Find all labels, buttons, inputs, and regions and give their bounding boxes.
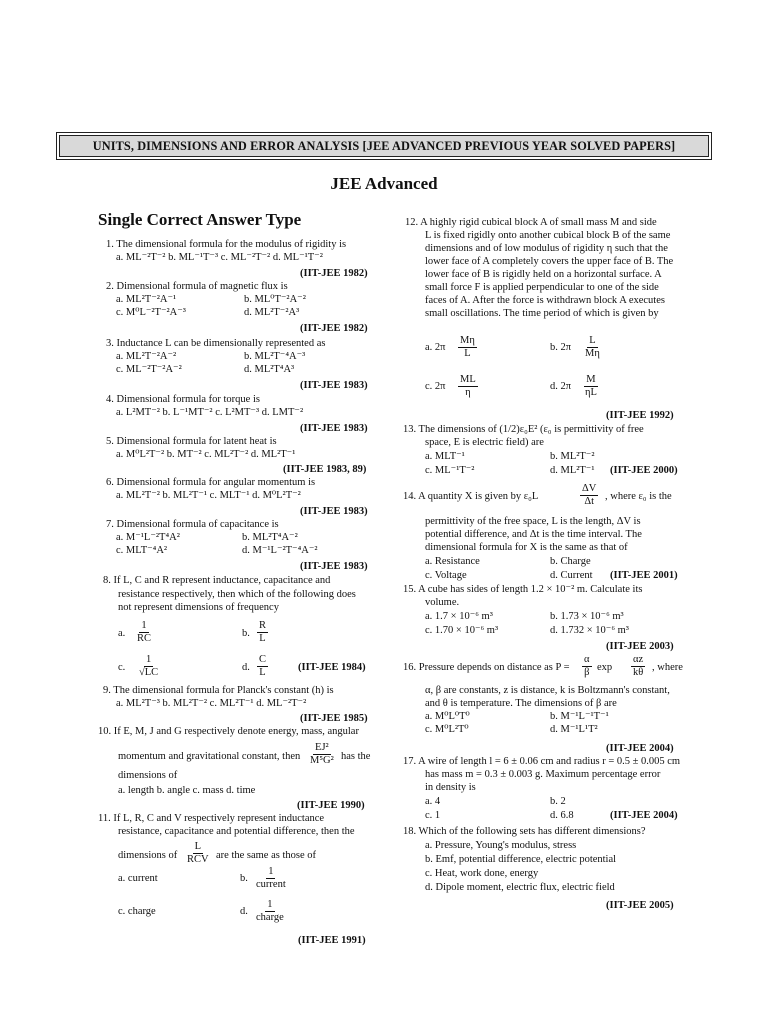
q9-options: a. ML²T⁻³ b. ML²T⁻² c. ML²T⁻¹ d. ML⁻²T⁻² [116,698,307,709]
q17-option-a: a. 4 [425,796,441,807]
q12-b-den: Mη [585,348,600,359]
q4-options: a. L²MT⁻² b. L⁻¹MT⁻² c. L²MT⁻³ d. LMT⁻² [116,407,304,418]
q11-den: RCV [187,854,209,865]
q7-stem: 7. Dimensional formula of capacitance is [106,519,279,530]
q18-source: (IIT-JEE 2005) [606,900,674,911]
q15-option-a: a. 1.7 × 10⁻⁶ m³ [425,611,493,622]
q2-source: (IIT-JEE 1982) [300,323,368,334]
q4-stem: 4. Dimensional formula for torque is [106,394,260,405]
q11-d-num: 1 [267,899,273,910]
q10-line1: 10. If E, M, J and G respectively denote energy, mass, angular [98,726,359,737]
q8-option-d-label: d. [242,662,250,673]
q11-line1: 11. If L, R, C and V respectively represent inductance [98,813,325,824]
q8-c-den: √LC [139,667,159,678]
q16-den2: kθ [633,667,644,678]
q12-c-den: η [465,387,471,398]
q17-line1: 17. A wire of length l = 6 ± 0.06 cm and radius r = 0.5 ± 0.005 cm [403,756,681,767]
q14-num: ΔV [582,483,597,494]
q11-option-c: c. charge [118,906,156,917]
q7-option-d: d. M⁻¹L⁻²T⁻⁴A⁻² [242,545,318,556]
q3-option-a: a. ML²T⁻²A⁻² [116,351,177,362]
q8-option-b-label: b. [242,628,250,639]
q12-line1: 12. A highly rigid cubical block A of small mass M and side [405,217,657,228]
q11-line2: resistance, capacitance and potential difference, then the [118,826,355,837]
q14-option-c: c. Voltage [425,570,467,581]
chapter-banner: UNITS, DIMENSIONS AND ERROR ANALYSIS [JEE ADVANCED PREVIOUS YEAR SOLVED PAPERS] [56,132,712,160]
q18-option-a: a. Pressure, Young's modulus, stress [425,840,577,851]
q8-option-c-label: c. [118,662,126,673]
q16-line3: and θ is temperature. The dimensions of β are [425,698,617,709]
q6-source: (IIT-JEE 1983) [300,506,368,517]
q11-fraction [185,841,211,866]
q10-line2a: momentum and gravitational constant, then [118,751,301,762]
q11-b-num: 1 [268,866,274,877]
q9-stem: 9. The dimensional formula for Planck's constant (h) is [103,685,334,696]
q10-options: a. length b. angle c. mass d. time [118,785,256,796]
q3-source: (IIT-JEE 1983) [300,380,368,391]
q16-exp: exp [597,662,613,673]
q12-option-c-label: c. 2π [425,381,446,392]
q6-stem: 6. Dimensional formula for angular momentum is [106,477,316,488]
q14-line2: permittivity of the free space, L is the length, ΔV is [425,516,641,527]
q1-options: a. ML⁻²T⁻² b. ML⁻¹T⁻³ c. ML⁻²T⁻² d. ML⁻¹T⁻² [116,252,323,263]
q16-fraction-2 [631,654,645,679]
q14-fraction [580,483,598,508]
q12-option-c-root [458,374,478,399]
q11-option-b-fraction [254,866,288,891]
q14-line4: dimensional formula for X is the same as that of [425,542,628,553]
q17-line3: in density is [425,782,476,793]
q17-line2: has mass m = 0.3 ± 0.003 g. Maximum percentage error [425,769,661,780]
q15-option-b: b. 1.73 × 10⁻⁶ m³ [550,611,624,622]
q16-option-c: c. M⁰L²T⁰ [425,724,469,735]
q2-option-b: b. ML⁰T⁻²A⁻² [244,294,306,305]
section-heading: Single Correct Answer Type [98,210,302,229]
q1-source: (IIT-JEE 1982) [300,268,368,279]
q14-line3: potential difference, and Δt is the time interval. The [425,529,642,540]
q8-line3: not represent dimensions of frequency [118,602,279,613]
q11-option-d-fraction [254,899,286,924]
q2-option-a: a. ML²T⁻²A⁻¹ [116,294,177,305]
q12-line5: lower face of B is rigidly held on a horizontal surface. A [425,269,662,280]
q12-d-num: M [586,374,596,385]
q8-source: (IIT-JEE 1984) [298,662,366,673]
q12-line2: L is fixed rigidly onto another cubical block B of the same [425,230,671,241]
q12-line6: small force F is applied perpendicular to one of the side [425,282,659,293]
q17-option-b: b. 2 [550,796,566,807]
q12-line3: dimensions and of low modulus of rigidity η such that the [425,243,668,254]
q6-options: a. ML²T⁻² b. ML²T⁻¹ c. MLT⁻¹ d. M⁰L²T⁻² [116,490,301,501]
q3-stem: 3. Inductance L can be dimensionally represented as [106,338,326,349]
q10-line2b: has the [341,751,371,762]
q7-option-b: b. ML²T⁴A⁻² [242,532,298,543]
q14-option-b: b. Charge [550,556,591,567]
q10-fraction [308,742,336,767]
q13-option-a: a. MLT⁻¹ [425,451,465,462]
q12-line4: lower face of A completely covers the upper face of B. The [425,256,674,267]
q14-source: (IIT-JEE 2001) [610,570,678,581]
q15-option-d: d. 1.732 × 10⁻⁶ m³ [550,625,629,636]
q13-option-d: d. ML²T⁻¹ [550,465,595,476]
q14-den: Δt [584,496,594,507]
q13-option-c: c. ML⁻¹T⁻² [425,465,475,476]
q7-option-c: c. MLT⁻⁴A² [116,545,168,556]
q12-option-d-root [583,374,599,399]
q2-option-d: d. ML²T⁻²A³ [244,307,300,318]
q14-line1a: 14. A quantity X is given by ε₀L [403,491,539,502]
q11-d-den: charge [256,912,284,923]
q8-a-num: 1 [141,620,147,631]
q18-option-c: c. Heat, work done, energy [425,868,539,879]
q7-option-a: a. M⁻¹L⁻²T⁴A² [116,532,180,543]
q12-source: (IIT-JEE 1992) [606,410,674,421]
q12-b-num: L [589,335,596,346]
q8-line1: 8. If L, C and R represent inductance, capacitance and [103,575,331,586]
q15-source: (IIT-JEE 2003) [606,641,674,652]
q7-source: (IIT-JEE 1983) [300,561,368,572]
q17-option-d: d. 6.8 [550,810,574,821]
q9-source: (IIT-JEE 1985) [300,713,368,724]
q5-source: (IIT-JEE 1983, 89) [283,464,367,475]
q17-source: (IIT-JEE 2004) [610,810,678,821]
q8-d-num: C [259,654,267,665]
q18-line1: 18. Which of the following sets has different dimensions? [403,826,646,837]
q16-option-d: d. M⁻¹L¹T² [550,724,598,735]
q11-num: L [194,841,201,852]
q10-line3: dimensions of [118,770,178,781]
q8-option-c-fraction [137,654,160,679]
q8-option-a-fraction [135,620,153,645]
q12-line7: faces of A. After the force is withdrawn block A executes [425,295,665,306]
q16-line1c: , where [652,662,683,673]
q12-option-a-label: a. 2π [425,342,446,353]
q10-source: (IIT-JEE 1990) [297,800,365,811]
q16-option-b: b. M⁻¹L⁻¹T⁻¹ [550,711,609,722]
q8-d-den: L [259,667,266,678]
q15-line1: 15. A cube has sides of length 1.2 × 10⁻² m. Calculate its [403,584,643,595]
q12-option-b-root [583,335,602,360]
q2-stem: 2. Dimensional formula of magnetic flux is [106,281,288,292]
q8-line2: resistance respectively, then which of the following does [118,589,356,600]
q16-den1: β [584,667,590,678]
q17-option-c: c. 1 [425,810,441,821]
q4-source: (IIT-JEE 1983) [300,423,368,434]
q8-option-a-label: a. [118,628,126,639]
q15-option-c: c. 1.70 × 10⁻⁶ m³ [425,625,499,636]
q1-stem: 1. The dimensional formula for the modulus of rigidity is [106,239,347,250]
q14-line1b: , where ε₀ is the [605,491,672,502]
q13-option-b: b. ML²T⁻² [550,451,595,462]
q18-option-d: d. Dipole moment, electric flux, electric field [425,882,615,893]
q11-line3a: dimensions of [118,850,178,861]
q3-option-c: c. ML⁻²T⁻²A⁻² [116,364,182,375]
q3-option-d: d. ML²T⁴A³ [244,364,295,375]
q11-line3b: are the same as those of [216,850,317,861]
q13-line1: 13. The dimensions of (1/2)ε₀E² (ε₀ is permittivity of free [403,424,644,435]
q2-option-c: c. M⁰L⁻²T⁻²A⁻³ [116,307,186,318]
q16-line2: α, β are constants, z is distance, k is Boltzmann's constant, [425,685,670,696]
q12-option-d-label: d. 2π [550,381,572,392]
q11-option-a: a. current [118,873,158,884]
q12-line8: small oscillations. The time period of which is given by [425,308,659,319]
q11-option-b-label: b. [240,873,248,884]
q8-option-b-fraction [257,620,268,645]
q8-a-den: RC [137,633,152,644]
q11-b-den: current [256,879,286,890]
q14-option-d: d. Current [550,570,593,581]
q16-num2: αz [633,654,644,665]
q16-line1a: 16. Pressure depends on distance as P = [403,662,570,673]
q8-c-num: 1 [145,654,152,665]
q12-option-a-root [458,335,477,360]
q8-b-num: R [259,620,267,631]
q12-c-num: ML [460,374,476,385]
q13-line2: space, E is electric field) are [425,437,544,448]
q10-num: EJ² [315,742,329,753]
q16-source: (IIT-JEE 2004) [606,743,674,754]
q5-options: a. M⁰L²T⁻² b. MT⁻² c. ML²T⁻² d. ML²T⁻¹ [116,449,296,460]
q10-den: M⁵G² [310,755,334,766]
q13-source: (IIT-JEE 2000) [610,465,678,476]
q16-option-a: a. M⁰L⁰T⁰ [425,711,470,722]
q18-option-b: b. Emf, potential difference, electric potential [425,854,617,865]
page-title: JEE Advanced [330,174,438,193]
q15-line2: volume. [425,597,460,608]
q3-option-b: b. ML²T⁻⁴A⁻³ [244,351,306,362]
q16-num1: α [584,654,590,665]
q14-option-a: a. Resistance [425,556,480,567]
q8-b-den: L [259,633,266,644]
q12-d-den: ηL [585,387,597,398]
q12-a-den: L [464,348,471,359]
q11-option-d-label: d. [240,906,248,917]
q12-a-num: Mη [460,335,475,346]
q8-option-d-fraction [257,654,268,679]
q11-source: (IIT-JEE 1991) [298,935,366,946]
q16-fraction-1 [582,654,592,679]
q5-stem: 5. Dimensional formula for latent heat is [106,436,277,447]
q12-option-b-label: b. 2π [550,342,572,353]
